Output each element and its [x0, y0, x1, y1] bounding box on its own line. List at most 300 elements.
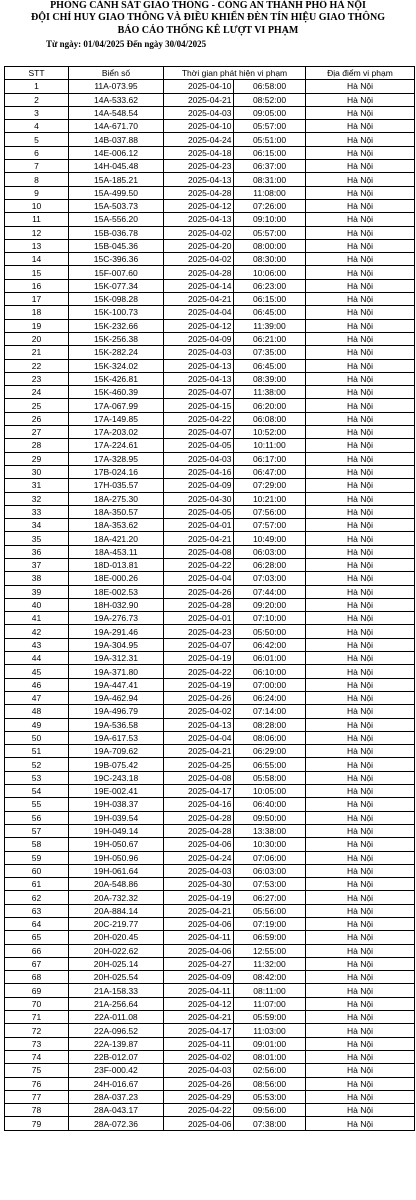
table-row	[5, 1104, 415, 1117]
row-stt: 77	[5, 1090, 69, 1103]
table-row	[5, 705, 415, 718]
row-location: Hà Nội	[306, 798, 415, 811]
row-date: 2025-04-13	[164, 359, 234, 372]
row-stt: 19	[5, 319, 69, 332]
row-plate: 17A-203.02	[69, 426, 164, 439]
row-date: 2025-04-01	[164, 519, 234, 532]
row-plate: 15A-503.73	[69, 199, 164, 212]
table-row	[5, 625, 415, 638]
row-plate: 19A-447.41	[69, 678, 164, 691]
row-stt: 39	[5, 585, 69, 598]
row-location: Hà Nội	[306, 585, 415, 598]
table-row	[5, 279, 415, 292]
row-plate: 19H-039.54	[69, 811, 164, 824]
row-stt: 32	[5, 492, 69, 505]
row-stt: 16	[5, 279, 69, 292]
row-plate: 19A-536.58	[69, 718, 164, 731]
row-date: 2025-04-08	[164, 545, 234, 558]
table-row	[5, 1064, 415, 1077]
row-date: 2025-04-21	[164, 745, 234, 758]
row-plate: 20A-884.14	[69, 904, 164, 917]
row-date: 2025-04-09	[164, 971, 234, 984]
row-date: 2025-04-06	[164, 1117, 234, 1130]
table-row	[5, 359, 415, 372]
table-row	[5, 239, 415, 252]
row-date: 2025-04-28	[164, 266, 234, 279]
row-plate: 19A-371.80	[69, 665, 164, 678]
row-location: Hà Nội	[306, 412, 415, 425]
row-date: 2025-04-06	[164, 918, 234, 931]
row-date: 2025-04-05	[164, 505, 234, 518]
row-stt: 67	[5, 957, 69, 970]
row-stt: 66	[5, 944, 69, 957]
row-plate: 19H-061.64	[69, 864, 164, 877]
row-location: Hà Nội	[306, 838, 415, 851]
row-time: 05:50:00	[234, 625, 306, 638]
table-row	[5, 439, 415, 452]
row-time: 08:30:00	[234, 253, 306, 266]
row-time: 07:19:00	[234, 918, 306, 931]
row-time: 06:42:00	[234, 638, 306, 651]
table-row	[5, 1050, 415, 1063]
row-time: 09:20:00	[234, 598, 306, 611]
row-plate: 19A-312.31	[69, 652, 164, 665]
row-stt: 24	[5, 386, 69, 399]
row-date: 2025-04-14	[164, 279, 234, 292]
row-time: 11:38:00	[234, 386, 306, 399]
row-time: 08:01:00	[234, 1050, 306, 1063]
row-date: 2025-04-21	[164, 1011, 234, 1024]
row-plate: 20C-219.77	[69, 918, 164, 931]
table-row	[5, 186, 415, 199]
row-location: Hà Nội	[306, 864, 415, 877]
row-location: Hà Nội	[306, 984, 415, 997]
row-location: Hà Nội	[306, 878, 415, 891]
row-location: Hà Nội	[306, 319, 415, 332]
row-date: 2025-04-16	[164, 798, 234, 811]
row-date: 2025-04-17	[164, 1024, 234, 1037]
row-time: 06:08:00	[234, 412, 306, 425]
row-date: 2025-04-12	[164, 997, 234, 1010]
row-time: 06:40:00	[234, 798, 306, 811]
row-date: 2025-04-21	[164, 904, 234, 917]
table-row	[5, 93, 415, 106]
table-row	[5, 652, 415, 665]
table-row	[5, 798, 415, 811]
row-date: 2025-04-10	[164, 80, 234, 93]
row-time: 05:57:00	[234, 226, 306, 239]
row-plate: 19A-462.94	[69, 691, 164, 704]
row-location: Hà Nội	[306, 93, 415, 106]
row-date: 2025-04-25	[164, 758, 234, 771]
row-plate: 15K-100.73	[69, 306, 164, 319]
row-location: Hà Nội	[306, 824, 415, 837]
row-date: 2025-04-01	[164, 612, 234, 625]
table-row	[5, 1037, 415, 1050]
row-location: Hà Nội	[306, 186, 415, 199]
row-location: Hà Nội	[306, 558, 415, 571]
row-plate: 15C-396.36	[69, 253, 164, 266]
row-stt: 26	[5, 412, 69, 425]
row-stt: 71	[5, 1011, 69, 1024]
table-row	[5, 918, 415, 931]
row-date: 2025-04-19	[164, 891, 234, 904]
row-plate: 15K-077.34	[69, 279, 164, 292]
table-row	[5, 851, 415, 864]
table-row	[5, 1077, 415, 1090]
row-stt: 74	[5, 1050, 69, 1063]
row-time: 08:11:00	[234, 984, 306, 997]
row-time: 08:28:00	[234, 718, 306, 731]
row-stt: 59	[5, 851, 69, 864]
row-plate: 19C-243.18	[69, 771, 164, 784]
row-stt: 69	[5, 984, 69, 997]
table-row	[5, 731, 415, 744]
row-plate: 22A-139.87	[69, 1037, 164, 1050]
row-date: 2025-04-15	[164, 399, 234, 412]
row-location: Hà Nội	[306, 705, 415, 718]
row-location: Hà Nội	[306, 519, 415, 532]
row-location: Hà Nội	[306, 1104, 415, 1117]
row-date: 2025-04-28	[164, 824, 234, 837]
row-date: 2025-04-12	[164, 319, 234, 332]
row-time: 08:56:00	[234, 1077, 306, 1090]
row-time: 08:52:00	[234, 93, 306, 106]
row-date: 2025-04-03	[164, 452, 234, 465]
row-date: 2025-04-22	[164, 665, 234, 678]
row-time: 10:11:00	[234, 439, 306, 452]
row-date: 2025-04-17	[164, 785, 234, 798]
row-plate: 15K-256.38	[69, 332, 164, 345]
row-time: 07:10:00	[234, 612, 306, 625]
row-location: Hà Nội	[306, 80, 415, 93]
row-location: Hà Nội	[306, 638, 415, 651]
row-date: 2025-04-10	[164, 120, 234, 133]
row-time: 06:01:00	[234, 652, 306, 665]
row-plate: 15B-045.36	[69, 239, 164, 252]
row-plate: 15A-499.50	[69, 186, 164, 199]
row-stt: 27	[5, 426, 69, 439]
table-header-row	[5, 67, 415, 80]
table-row	[5, 585, 415, 598]
row-date: 2025-04-23	[164, 160, 234, 173]
row-time: 07:03:00	[234, 572, 306, 585]
row-time: 07:44:00	[234, 585, 306, 598]
row-stt: 78	[5, 1104, 69, 1117]
row-plate: 19A-304.95	[69, 638, 164, 651]
row-date: 2025-04-28	[164, 811, 234, 824]
table-row	[5, 253, 415, 266]
row-time: 10:06:00	[234, 266, 306, 279]
table-row	[5, 785, 415, 798]
row-stt: 15	[5, 266, 69, 279]
row-date: 2025-04-03	[164, 864, 234, 877]
row-plate: 28A-043.17	[69, 1104, 164, 1117]
row-plate: 18A-421.20	[69, 532, 164, 545]
row-stt: 6	[5, 146, 69, 159]
row-location: Hà Nội	[306, 771, 415, 784]
row-stt: 4	[5, 120, 69, 133]
row-location: Hà Nội	[306, 505, 415, 518]
row-stt: 28	[5, 439, 69, 452]
row-plate: 22A-096.52	[69, 1024, 164, 1037]
row-date: 2025-04-28	[164, 186, 234, 199]
row-stt: 73	[5, 1037, 69, 1050]
row-date: 2025-04-11	[164, 984, 234, 997]
row-plate: 28A-072.36	[69, 1117, 164, 1130]
row-plate: 18A-350.57	[69, 505, 164, 518]
row-plate: 15K-426.81	[69, 372, 164, 385]
table-row	[5, 957, 415, 970]
table-row	[5, 226, 415, 239]
row-stt: 49	[5, 718, 69, 731]
row-stt: 7	[5, 160, 69, 173]
table-row	[5, 758, 415, 771]
row-plate: 19H-038.37	[69, 798, 164, 811]
row-location: Hà Nội	[306, 971, 415, 984]
table-row	[5, 1090, 415, 1103]
row-stt: 18	[5, 306, 69, 319]
row-time: 06:03:00	[234, 864, 306, 877]
row-time: 06:23:00	[234, 279, 306, 292]
row-time: 09:01:00	[234, 1037, 306, 1050]
row-stt: 56	[5, 811, 69, 824]
row-date: 2025-04-16	[164, 465, 234, 478]
row-location: Hà Nội	[306, 426, 415, 439]
row-plate: 20H-025.14	[69, 957, 164, 970]
table-row	[5, 120, 415, 133]
row-stt: 48	[5, 705, 69, 718]
table-row	[5, 465, 415, 478]
row-time: 05:59:00	[234, 1011, 306, 1024]
row-date: 2025-04-11	[164, 1037, 234, 1050]
row-time: 06:45:00	[234, 359, 306, 372]
row-plate: 17A-328.95	[69, 452, 164, 465]
row-location: Hà Nội	[306, 1024, 415, 1037]
row-stt: 58	[5, 838, 69, 851]
row-stt: 33	[5, 505, 69, 518]
row-date: 2025-04-02	[164, 226, 234, 239]
row-plate: 20A-732.32	[69, 891, 164, 904]
row-time: 07:14:00	[234, 705, 306, 718]
row-plate: 14E-006.12	[69, 146, 164, 159]
row-location: Hà Nội	[306, 1037, 415, 1050]
row-date: 2025-04-06	[164, 838, 234, 851]
row-time: 06:20:00	[234, 399, 306, 412]
row-location: Hà Nội	[306, 944, 415, 957]
row-stt: 42	[5, 625, 69, 638]
row-location: Hà Nội	[306, 399, 415, 412]
row-date: 2025-04-22	[164, 412, 234, 425]
table-row	[5, 519, 415, 532]
row-plate: 19B-075.42	[69, 758, 164, 771]
row-plate: 18E-000.26	[69, 572, 164, 585]
table-row	[5, 199, 415, 212]
row-date: 2025-04-19	[164, 652, 234, 665]
table-row	[5, 532, 415, 545]
table-row	[5, 545, 415, 558]
row-plate: 14A-548.54	[69, 106, 164, 119]
row-plate: 15K-282.24	[69, 346, 164, 359]
row-location: Hà Nội	[306, 279, 415, 292]
row-location: Hà Nội	[306, 665, 415, 678]
row-plate: 15A-556.20	[69, 213, 164, 226]
row-date: 2025-04-12	[164, 199, 234, 212]
row-location: Hà Nội	[306, 612, 415, 625]
row-stt: 45	[5, 665, 69, 678]
row-plate: 15F-007.60	[69, 266, 164, 279]
violations-table	[4, 66, 415, 1131]
row-location: Hà Nội	[306, 532, 415, 545]
row-stt: 76	[5, 1077, 69, 1090]
row-plate: 18A-453.11	[69, 545, 164, 558]
row-location: Hà Nội	[306, 439, 415, 452]
row-time: 06:24:00	[234, 691, 306, 704]
row-time: 06:21:00	[234, 332, 306, 345]
table-body	[5, 80, 415, 1130]
row-stt: 37	[5, 558, 69, 571]
table-row	[5, 891, 415, 904]
table-row	[5, 971, 415, 984]
row-stt: 20	[5, 332, 69, 345]
row-plate: 20H-025.54	[69, 971, 164, 984]
row-plate: 11A-073.95	[69, 80, 164, 93]
row-stt: 72	[5, 1024, 69, 1037]
row-time: 09:56:00	[234, 1104, 306, 1117]
row-stt: 8	[5, 173, 69, 186]
table-row	[5, 133, 415, 146]
row-stt: 21	[5, 346, 69, 359]
table-row	[5, 665, 415, 678]
row-location: Hà Nội	[306, 226, 415, 239]
table-row	[5, 864, 415, 877]
row-plate: 18A-353.62	[69, 519, 164, 532]
row-time: 07:00:00	[234, 678, 306, 691]
table-row	[5, 944, 415, 957]
row-stt: 53	[5, 771, 69, 784]
row-location: Hà Nội	[306, 293, 415, 306]
row-stt: 11	[5, 213, 69, 226]
row-time: 05:57:00	[234, 120, 306, 133]
row-location: Hà Nội	[306, 452, 415, 465]
row-location: Hà Nội	[306, 120, 415, 133]
row-stt: 13	[5, 239, 69, 252]
table-row	[5, 931, 415, 944]
row-plate: 19A-617.53	[69, 731, 164, 744]
row-plate: 17A-149.85	[69, 412, 164, 425]
table-row	[5, 558, 415, 571]
row-plate: 20H-022.62	[69, 944, 164, 957]
table-row	[5, 745, 415, 758]
header-plate: Biển số	[69, 67, 164, 80]
row-location: Hà Nội	[306, 957, 415, 970]
row-date: 2025-04-13	[164, 213, 234, 226]
row-plate: 21A-256.64	[69, 997, 164, 1010]
row-time: 11:39:00	[234, 319, 306, 332]
row-stt: 61	[5, 878, 69, 891]
row-location: Hà Nội	[306, 306, 415, 319]
row-date: 2025-04-24	[164, 133, 234, 146]
row-date: 2025-04-04	[164, 731, 234, 744]
row-time: 11:08:00	[234, 186, 306, 199]
row-stt: 41	[5, 612, 69, 625]
row-stt: 57	[5, 824, 69, 837]
header-stt: STT	[5, 67, 69, 80]
row-location: Hà Nội	[306, 891, 415, 904]
row-stt: 34	[5, 519, 69, 532]
row-time: 06:59:00	[234, 931, 306, 944]
row-plate: 14A-671.70	[69, 120, 164, 133]
row-date: 2025-04-02	[164, 1050, 234, 1063]
row-stt: 50	[5, 731, 69, 744]
row-time: 12:55:00	[234, 944, 306, 957]
row-plate: 14H-045.48	[69, 160, 164, 173]
table-row	[5, 505, 415, 518]
row-stt: 70	[5, 997, 69, 1010]
row-plate: 17A-067.99	[69, 399, 164, 412]
row-location: Hà Nội	[306, 997, 415, 1010]
row-time: 06:47:00	[234, 465, 306, 478]
row-plate: 14B-037.88	[69, 133, 164, 146]
row-stt: 10	[5, 199, 69, 212]
row-date: 2025-04-26	[164, 1077, 234, 1090]
row-stt: 14	[5, 253, 69, 266]
row-plate: 19H-050.67	[69, 838, 164, 851]
row-time: 10:52:00	[234, 426, 306, 439]
row-date: 2025-04-07	[164, 386, 234, 399]
row-plate: 17A-224.61	[69, 439, 164, 452]
row-location: Hà Nội	[306, 545, 415, 558]
row-date: 2025-04-27	[164, 957, 234, 970]
row-date: 2025-04-21	[164, 93, 234, 106]
row-time: 05:58:00	[234, 771, 306, 784]
table-row	[5, 997, 415, 1010]
table-row	[5, 638, 415, 651]
row-location: Hà Nội	[306, 479, 415, 492]
row-time: 06:17:00	[234, 452, 306, 465]
row-stt: 75	[5, 1064, 69, 1077]
table-row	[5, 824, 415, 837]
row-time: 06:03:00	[234, 545, 306, 558]
row-date: 2025-04-26	[164, 585, 234, 598]
table-row	[5, 319, 415, 332]
row-plate: 18A-275.30	[69, 492, 164, 505]
row-location: Hà Nội	[306, 465, 415, 478]
row-time: 05:51:00	[234, 133, 306, 146]
row-date: 2025-04-22	[164, 558, 234, 571]
row-date: 2025-04-11	[164, 931, 234, 944]
row-date: 2025-04-05	[164, 439, 234, 452]
row-plate: 19H-050.96	[69, 851, 164, 864]
row-stt: 68	[5, 971, 69, 984]
row-stt: 2	[5, 93, 69, 106]
row-date: 2025-04-19	[164, 678, 234, 691]
row-stt: 17	[5, 293, 69, 306]
row-stt: 1	[5, 80, 69, 93]
row-location: Hà Nội	[306, 213, 415, 226]
row-stt: 12	[5, 226, 69, 239]
row-location: Hà Nội	[306, 652, 415, 665]
row-plate: 22B-012.07	[69, 1050, 164, 1063]
row-time: 06:37:00	[234, 160, 306, 173]
row-stt: 62	[5, 891, 69, 904]
row-time: 05:53:00	[234, 1090, 306, 1103]
table-row	[5, 386, 415, 399]
table-row	[5, 1117, 415, 1130]
row-date: 2025-04-24	[164, 851, 234, 864]
row-date: 2025-04-13	[164, 372, 234, 385]
row-plate: 22A-011.08	[69, 1011, 164, 1024]
